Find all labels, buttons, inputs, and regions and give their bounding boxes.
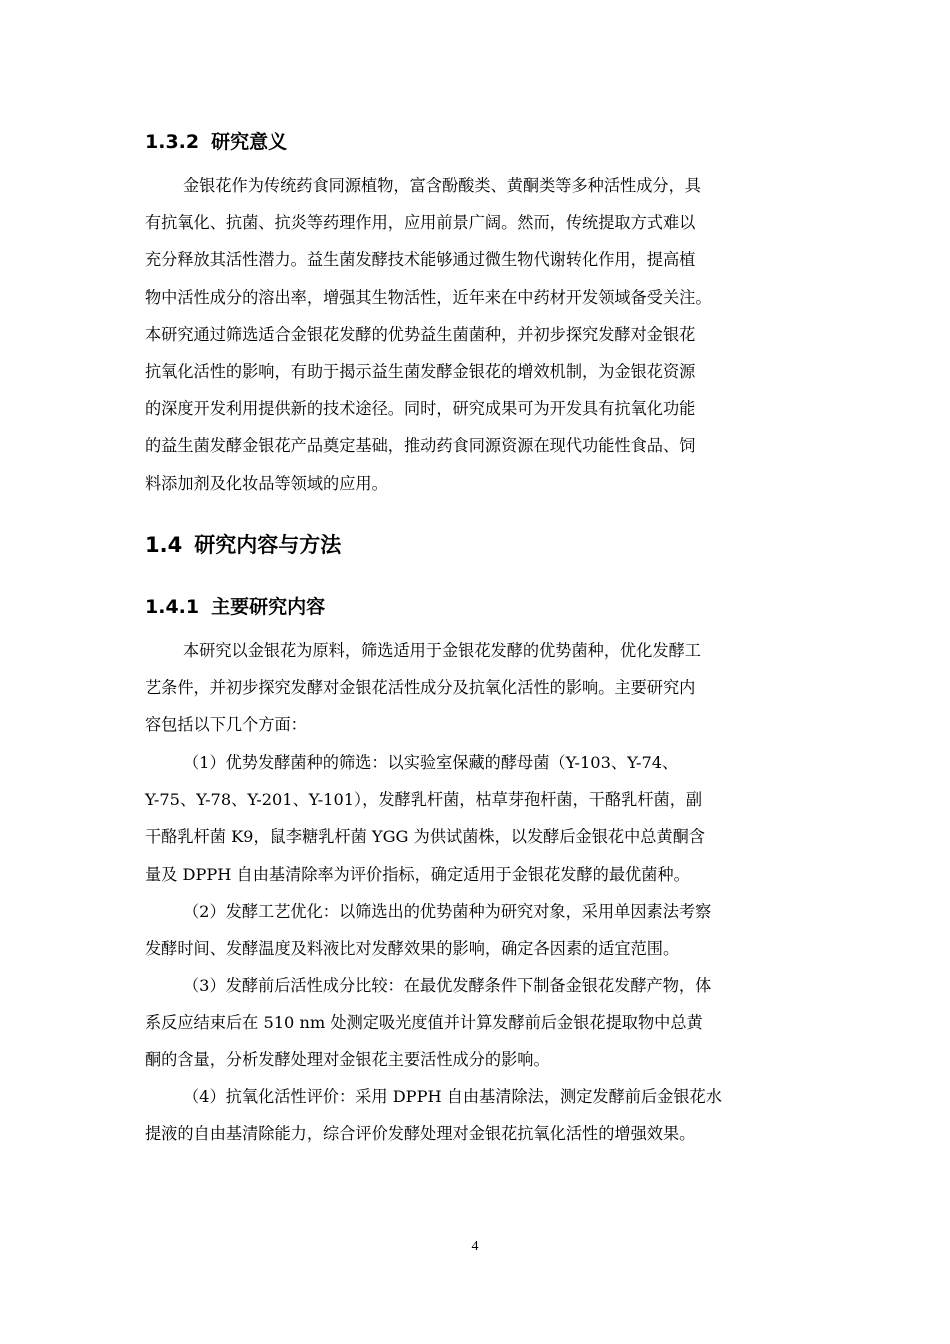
section-heading-1-4-1	[145, 595, 807, 619]
text-line: 干酪乳杆菌 K9，鼠李糖乳杆菌 YGG 为供试菌株，以发酵后金银花中总黄酮含	[145, 827, 705, 847]
section-title: 主要研究内容	[211, 596, 326, 618]
text-line: 容包括以下几个方面：	[145, 715, 307, 735]
text-line: 艺条件，并初步探究发酵对金银花活性成分及抗氧化活性的影响。主要研究内	[145, 678, 696, 698]
list-item-3	[145, 967, 807, 1079]
list-item-4	[145, 1078, 807, 1152]
paragraph-research-significance	[145, 167, 807, 502]
list-item-2	[145, 893, 807, 967]
page-number: 4	[471, 1239, 479, 1254]
section-number: 1.3.2	[145, 131, 200, 153]
text-line: 酮的含量，分析发酵处理对金银花主要活性成分的影响。	[145, 1050, 550, 1070]
section-number: 1.4.1	[145, 596, 200, 618]
section-title: 研究意义	[211, 131, 288, 153]
text-line: 本研究以金银花为原料，筛选适用于金银花发酵的优势菌种，优化发酵工	[183, 641, 701, 660]
text-line: 发酵时间、发酵温度及料液比对发酵效果的影响，确定各因素的适宜范围。	[145, 939, 680, 959]
text-line: 系反应结束后在 510 nm 处测定吸光度值并计算发酵前后金银花提取物中总黄	[145, 1013, 703, 1033]
text-line: 的深度开发利用提供新的技术途径。同时，研究成果可为开发具有抗氧化功能	[145, 399, 696, 419]
text-line: 抗氧化活性的影响，有助于揭示益生菌发酵金银花的增效机制，为金银花资源	[145, 361, 696, 381]
text-line: 充分释放其活性潜力。益生菌发酵技术能够通过微生物代谢转化作用，提高植	[145, 250, 696, 270]
text-line: （3）发酵前后活性成分比较：在最优发酵条件下制备金银花发酵产物，体	[183, 976, 712, 995]
section-title: 研究内容与方法	[194, 533, 342, 557]
text-line: 物中活性成分的溶出率，增强其生物活性，近年来在中药材开发领域备受关注。	[145, 287, 712, 307]
section-number: 1.4	[145, 533, 183, 557]
text-line: （1）优势发酵菌种的筛选：以实验室保藏的酵母菌（Y-103、Y-74、	[183, 753, 679, 772]
text-line: （2）发酵工艺优化：以筛选出的优势菌种为研究对象，采用单因素法考察	[183, 902, 712, 921]
text-line: 金银花作为传统药食同源植物，富含酚酸类、黄酮类等多种活性成分，具	[183, 176, 701, 195]
section-heading-1-4	[145, 532, 807, 558]
paragraph-intro	[145, 632, 807, 744]
text-line: 本研究通过筛选适合金银花发酵的优势益生菌菌种，并初步探究发酵对金银花	[145, 324, 696, 344]
text-line: 提液的自由基清除能力，综合评价发酵处理对金银花抗氧化活性的增强效果。	[145, 1124, 696, 1144]
text-line: Y-75、Y-78、Y-201、Y-101），发酵乳杆菌，枯草芽孢杆菌，干酪乳杆菌，副	[145, 790, 703, 810]
text-line: 有抗氧化、抗菌、抗炎等药理作用，应用前景广阔。然而，传统提取方式难以	[145, 213, 696, 233]
text-line: 量及 DPPH 自由基清除率为评价指标，确定适用于金银花发酵的最优菌种。	[145, 864, 690, 884]
text-line: 料添加剂及化妆品等领域的应用。	[145, 473, 388, 493]
text-line: （4）抗氧化活性评价：采用 DPPH 自由基清除法，测定发酵前后金银花水	[183, 1087, 722, 1106]
list-item-1	[145, 744, 807, 893]
text-line: 的益生菌发酵金银花产品奠定基础，推动药食同源资源在现代功能性食品、饲	[145, 436, 696, 456]
section-heading-1-3-2	[145, 130, 807, 154]
